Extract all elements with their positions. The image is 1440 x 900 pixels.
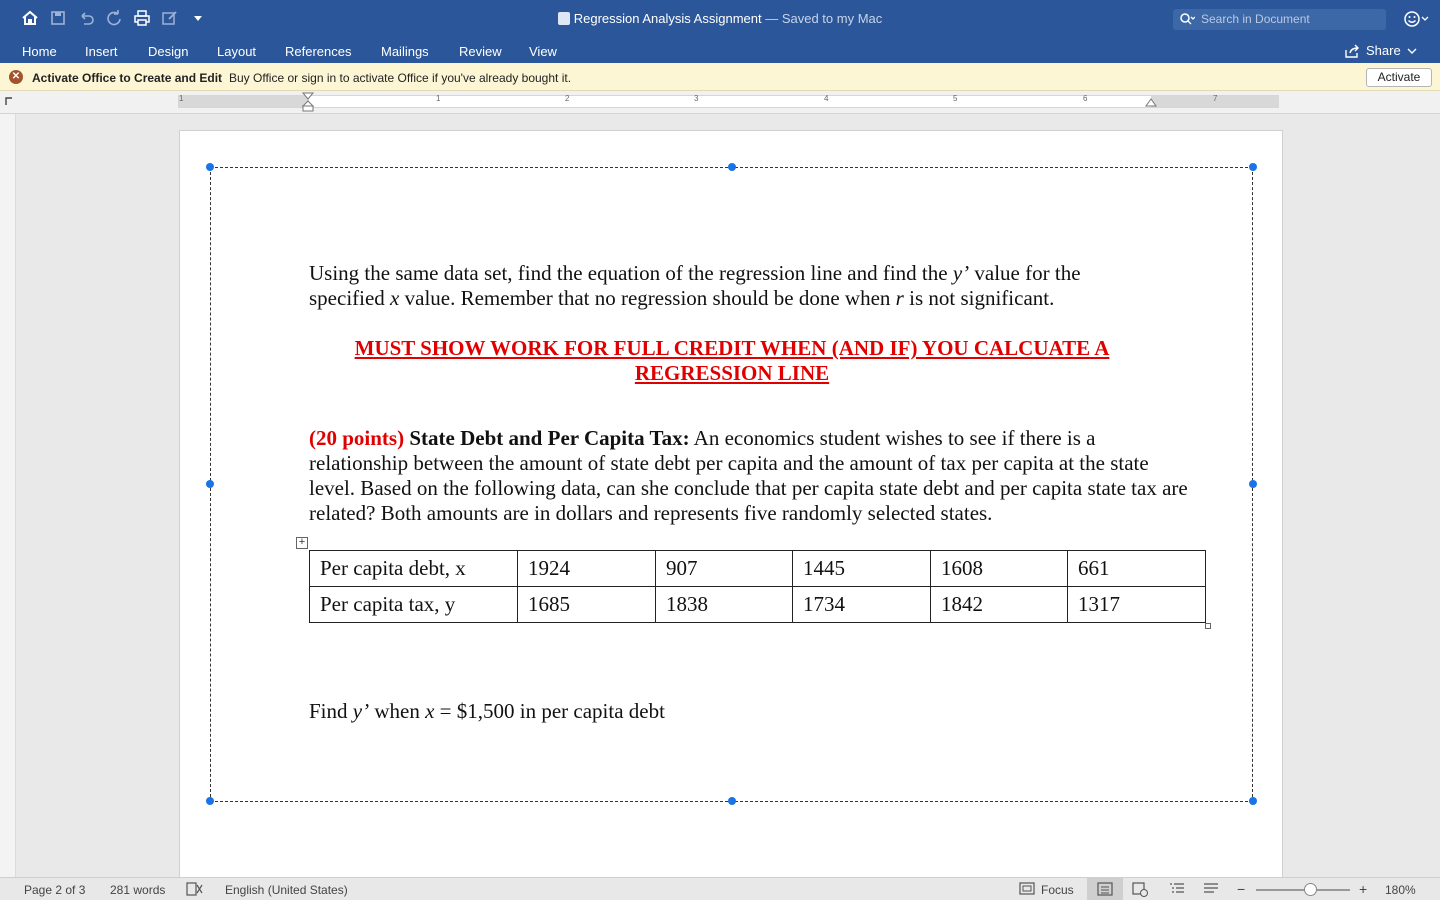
table-move-handle-icon[interactable]: + xyxy=(296,537,308,549)
tab-stop-icon[interactable] xyxy=(4,96,14,106)
web-layout-icon[interactable] xyxy=(1131,881,1149,897)
problem-text: An economics student wishes to see if there is a relationship between the amount of state debt per capita and the amount of tax per capita at the state level. Based on the following data, can she conclude that per capita state debt and per capita state tax are related? Both amounts are in dollars and represents five randomly selected states. xyxy=(309,426,1188,525)
word-count[interactable]: 281 words xyxy=(110,883,166,897)
message-title: Activate Office to Create and Edit xyxy=(32,71,223,85)
print-layout-icon xyxy=(1096,881,1114,897)
find-question: Find y’ when x = $1,500 in per capita debt xyxy=(309,699,665,723)
table-row xyxy=(310,587,1206,623)
zoom-out-button[interactable]: − xyxy=(1237,881,1246,897)
document-page[interactable] xyxy=(179,130,1283,890)
zoom-in-button[interactable]: + xyxy=(1359,881,1368,897)
share-label: Share xyxy=(1366,43,1401,58)
ruler-number: 4 xyxy=(824,94,829,103)
table-cell: 1838 xyxy=(656,587,793,623)
intro-paragraph: Using the same data set, find the equation of the regression line and find the y’ value for the specified x value. Remember that no regression should be done when r is not significant. xyxy=(309,261,1081,310)
focus-icon[interactable] xyxy=(1019,882,1035,895)
indent-marker-icon[interactable] xyxy=(302,92,314,112)
table-cell: 1842 xyxy=(931,587,1068,623)
tab-layout[interactable]: Layout xyxy=(217,44,257,59)
data-table xyxy=(309,550,1206,623)
tab-mailings[interactable]: Mailings xyxy=(381,44,429,59)
tab-insert[interactable]: Insert xyxy=(85,44,118,59)
warning-icon: ✕ xyxy=(9,70,23,84)
tab-review[interactable]: Review xyxy=(459,44,502,59)
ruler-number: 6 xyxy=(1083,94,1088,103)
table-cell: 907 xyxy=(656,551,793,587)
ruler-number: 2 xyxy=(565,94,570,103)
resize-handle[interactable] xyxy=(1249,480,1257,488)
word-doc-icon xyxy=(558,12,570,25)
share-button[interactable] xyxy=(1345,43,1418,58)
ruler-number: 7 xyxy=(1213,94,1218,103)
message-text: Buy Office or sign in to activate Office if you've already bought it. xyxy=(229,71,572,85)
status-bar xyxy=(0,877,1440,900)
draft-view-icon[interactable] xyxy=(1202,881,1220,897)
tab-references[interactable]: References xyxy=(285,44,352,59)
ruler-number: 3 xyxy=(694,94,699,103)
resize-handle[interactable] xyxy=(728,163,736,171)
resize-handle[interactable] xyxy=(206,163,214,171)
table-row xyxy=(310,551,1206,587)
table-cell: 1924 xyxy=(518,551,656,587)
resize-handle[interactable] xyxy=(1249,797,1257,805)
chevron-down-icon xyxy=(1406,46,1418,56)
points-label: (20 points) xyxy=(309,426,405,450)
table-cell: 1734 xyxy=(793,587,931,623)
table-cell: 1608 xyxy=(931,551,1068,587)
tab-design[interactable]: Design xyxy=(148,44,189,59)
problem-paragraph xyxy=(309,426,1189,526)
table-resize-handle[interactable] xyxy=(1205,623,1211,629)
table-cell: 661 xyxy=(1068,551,1206,587)
tab-home[interactable]: Home xyxy=(22,44,57,59)
ruler-number: 1 xyxy=(179,94,184,103)
ruler-number: 1 xyxy=(436,94,441,103)
ruler-bar xyxy=(0,91,1440,114)
title-bar xyxy=(0,0,1440,38)
zoom-level[interactable]: 180% xyxy=(1385,883,1416,897)
table-cell: 1445 xyxy=(793,551,931,587)
resize-handle[interactable] xyxy=(206,797,214,805)
right-indent-marker-icon[interactable] xyxy=(1145,98,1157,108)
language[interactable]: English (United States) xyxy=(225,883,348,897)
saved-status: — Saved to my Mac xyxy=(765,11,883,26)
table-cell: 1685 xyxy=(518,587,656,623)
tab-view[interactable]: View xyxy=(529,44,557,59)
search-icon xyxy=(1179,12,1195,26)
table-cell: Per capita tax, y xyxy=(310,587,518,623)
feedback-smiley-icon[interactable] xyxy=(1403,9,1429,29)
table-cell: 1317 xyxy=(1068,587,1206,623)
table-cell: Per capita debt, x xyxy=(310,551,518,587)
print-layout-view-button[interactable] xyxy=(1087,878,1123,900)
focus-label[interactable]: Focus xyxy=(1041,883,1074,897)
resize-handle[interactable] xyxy=(1249,163,1257,171)
problem-heading: State Debt and Per Capita Tax: xyxy=(409,426,690,450)
ruler-number: 5 xyxy=(953,94,958,103)
activation-message-bar xyxy=(0,63,1440,91)
title-text: Regression Analysis Assignment xyxy=(573,11,762,26)
search-placeholder: Search in Document xyxy=(1201,12,1310,26)
page-count[interactable]: Page 2 of 3 xyxy=(24,883,86,897)
show-work-warning: MUST SHOW WORK FOR FULL CREDIT WHEN (AND IF) YOU CALCUATE A REGRESSION LINE xyxy=(354,336,1110,385)
left-gutter xyxy=(0,114,16,877)
ribbon-tabs xyxy=(0,38,1440,63)
zoom-slider[interactable] xyxy=(1256,889,1350,891)
resize-handle[interactable] xyxy=(206,480,214,488)
horizontal-ruler[interactable] xyxy=(178,95,1279,108)
zoom-slider-thumb[interactable] xyxy=(1304,883,1317,896)
resize-handle[interactable] xyxy=(728,797,736,805)
activate-button[interactable]: Activate xyxy=(1366,68,1432,87)
proofing-icon[interactable] xyxy=(186,882,204,896)
share-icon xyxy=(1345,44,1361,58)
outline-view-icon[interactable] xyxy=(1168,881,1186,897)
search-input[interactable] xyxy=(1173,9,1386,30)
ruler-left-margin xyxy=(179,96,309,107)
